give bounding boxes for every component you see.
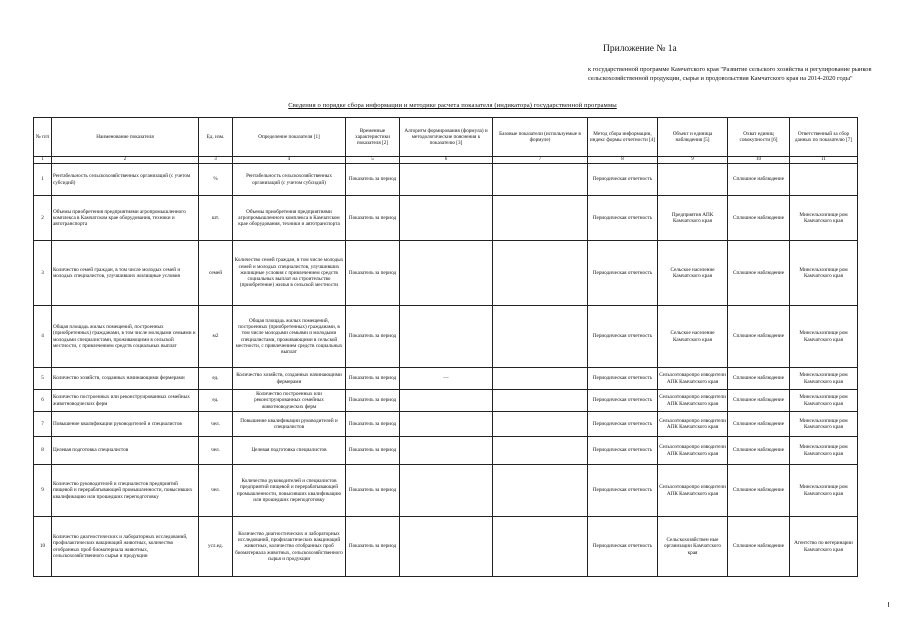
row-number-cell: 4 [34,306,52,368]
coverage-cell: Сплошное наблюдение [728,241,790,306]
indicator-name-cell: Общая площадь жилых помещений, построенных (приобретенных) гражданами, в том числе молодыми семьями и молодыми специалистами, проживающими в сельской местности, с привлечением средств социальных выплат [52,306,199,368]
time-characteristics-cell: Показатель за период [346,241,400,306]
column-header-algorithm: Алгоритм формирования (формула) и методологические пояснения к показателю [3] [400,118,493,157]
responsible-cell [790,164,858,196]
document-title: Сведения о порядке сбора информации и методике расчета показателя (индикатора) государственной программы [288,102,617,109]
definition-cell: Количество диагностических и лабораторных исследований, профилактических вакцинаций животных, количество отобранных проб биоматериала животных, сельскохозяйственного сырья и продукции [233,517,346,577]
column-number: 11 [790,157,858,164]
collection-method-cell: Периодическая отчетность [588,465,658,517]
unit-cell: ед. [199,390,233,412]
unit-cell: чел. [199,437,233,465]
unit-cell: м2 [199,306,233,368]
indicators-table [33,117,858,577]
program-reference: к государственной программе Камчатского края "Развитие сельского хозяйства и регулирование рынков сельскохозяйственной продукции, сырья и продовольствия Камчатского края на 2014-2020 годы" [588,66,872,82]
table-row [34,164,858,196]
responsible-cell: Минсельхозпище ром Камчатского края [790,196,858,241]
algorithm-cell [400,306,493,368]
collection-method-cell: Периодическая отчетность [588,241,658,306]
collection-method-cell: Периодическая отчетность [588,517,658,577]
collection-method-cell: Периодическая отчетность [588,437,658,465]
row-number-cell: 2 [34,196,52,241]
column-header-base: Базовые показатели (используемые в формуле) [493,118,588,157]
unit-cell: ед. [199,368,233,390]
observation-object-cell: Сельхозтоваропро изводители АПК Камчатского края [658,368,728,390]
column-number: 5 [346,157,400,164]
row-number-cell: 6 [34,390,52,412]
column-header-name: Наименование показателя [52,118,199,157]
definition-cell: Целевая подготовка специалистов [233,437,346,465]
responsible-cell: Минсельхозпище ром Камчатского края [790,437,858,465]
column-number: 10 [728,157,790,164]
column-number: 9 [658,157,728,164]
observation-object-cell: Сельхозтоваропро изводители АПК Камчатского края [658,412,728,437]
definition-cell: Повышение квалификации руководителей и специалистов [233,412,346,437]
coverage-cell: Сплошное наблюдение [728,390,790,412]
algorithm-cell [400,241,493,306]
coverage-cell: Сплошное наблюдение [728,306,790,368]
indicator-name-cell: Количество хозяйств, созданных начинающими фермерами [52,368,199,390]
responsible-cell: Минсельхозпище ром Камчатского края [790,412,858,437]
algorithm-cell [400,412,493,437]
time-characteristics-cell: Показатель за период [346,390,400,412]
unit-cell: чел. [199,465,233,517]
algorithm-cell [400,164,493,196]
responsible-cell: Минсельхозпище ром Камчатского края [790,306,858,368]
column-header-object: Объект и единица наблюдения [5] [658,118,728,157]
row-number-cell: 5 [34,368,52,390]
time-characteristics-cell: Показатель за период [346,517,400,577]
indicator-name-cell: Количество руководителей и специалистов предприятий пищевой и перерабатывающей промышленности, повысивших квалификацию или прошедших переподготовку [52,465,199,517]
base-indicators-cell [493,412,588,437]
table-row [34,517,858,577]
base-indicators-cell [493,465,588,517]
row-number-cell: 8 [34,437,52,465]
collection-method-cell: Периодическая отчетность [588,164,658,196]
definition-cell: Объемы приобретения предприятиями агропромышленного комплекса в Камчатском крае оборудования, техники и автотранспорта [233,196,346,241]
definition-cell: Количество семей граждан, в том числе молодых семей и молодых специалистов, улучшивших жилищные условия с привлечением средств социальных выплат на строительство (приобретение) жилья в сельской местности [233,241,346,306]
column-number: 8 [588,157,658,164]
coverage-cell: Сплошное наблюдение [728,368,790,390]
observation-object-cell [658,164,728,196]
collection-method-cell: Периодическая отчетность [588,306,658,368]
table-row [34,390,858,412]
indicator-name-cell: Количество построенных или реконструированных семейных животноводческих ферм [52,390,199,412]
collection-method-cell: Периодическая отчетность [588,196,658,241]
algorithm-cell [400,437,493,465]
table-body [34,164,858,577]
time-characteristics-cell: Показатель за период [346,306,400,368]
coverage-cell: Сплошное наблюдение [728,517,790,577]
row-number-cell: 3 [34,241,52,306]
coverage-cell: Сплошное наблюдение [728,437,790,465]
definition-cell: Рентабельность сельскохозяйственных организаций (с учетом субсидий) [233,164,346,196]
column-header-coverage: Охват единиц совокупности [6] [728,118,790,157]
column-number: 6 [400,157,493,164]
column-number: 1 [34,157,52,164]
table-row [34,465,858,517]
definition-cell: Количество руководителей и специалистов предприятий пищевой и перерабатывающей промышленности, повысивших квалификацию или прошедших переподготовку [233,465,346,517]
algorithm-cell [400,196,493,241]
time-characteristics-cell: Показатель за период [346,368,400,390]
base-indicators-cell [493,241,588,306]
collection-method-cell: Периодическая отчетность [588,368,658,390]
column-header-unit: Ед. изм. [199,118,233,157]
observation-object-cell: Сельхозтоваропро изводители АПК Камчатского края [658,437,728,465]
collection-method-cell: Периодическая отчетность [588,412,658,437]
algorithm-cell [400,465,493,517]
header [588,44,888,83]
coverage-cell: Сплошное наблюдение [728,196,790,241]
column-header-responsible: Ответственный за сбор данных по показателю [7] [790,118,858,157]
table-row [34,437,858,465]
observation-object-cell: Предприятия АПК Камчатского края [658,196,728,241]
responsible-cell: Минсельхозпище ром Камчатского края [790,241,858,306]
base-indicators-cell [493,368,588,390]
indicator-name-cell: Повышение квалификации руководителей и специалистов [52,412,199,437]
time-characteristics-cell: Показатель за период [346,437,400,465]
column-number: 2 [52,157,199,164]
base-indicators-cell [493,390,588,412]
indicator-name-cell: Объемы приобретения предприятиями агропромышленного комплекса в Камчатском крае оборудования, техники и автотранспорта [52,196,199,241]
time-characteristics-cell: Показатель за период [346,465,400,517]
table-row [34,368,858,390]
algorithm-cell [400,390,493,412]
appendix-label: Приложение № 1а [603,44,677,54]
table-row [34,241,858,306]
observation-object-cell: Сельхозтоваропро изводители АПК Камчатского края [658,390,728,412]
indicator-name-cell: Рентабельность сельскохозяйственных организаций (с учетом субсидий) [52,164,199,196]
algorithm-cell [400,517,493,577]
column-number-row [34,157,858,164]
indicator-name-cell: Количество семей граждан, в том числе молодых семей и молодых специалистов, улучшивших жилищные условия [52,241,199,306]
definition-cell: Общая площадь жилых помещений, построенных (приобретенных) гражданами, в том числе молодыми семьями и молодыми специалистами, проживающими в сельской местности, с привлечением средств социальных выплат [233,306,346,368]
base-indicators-cell [493,306,588,368]
row-number-cell: 9 [34,465,52,517]
table-row [34,306,858,368]
unit-cell: усл.ед. [199,517,233,577]
row-number-cell: 7 [34,412,52,437]
table-row [34,196,858,241]
coverage-cell: Сплошное наблюдение [728,465,790,517]
coverage-cell: Сплошное наблюдение [728,412,790,437]
base-indicators-cell [493,196,588,241]
responsible-cell: Минсельхозпище ром Камчатского края [790,368,858,390]
row-number-cell: 1 [34,164,52,196]
unit-cell: % [199,164,233,196]
definition-cell: Количество построенных или реконструированных семейных животноводческих ферм [233,390,346,412]
responsible-cell: Минсельхозпище ром Камчатского края [790,465,858,517]
observation-object-cell: Сельское население Камчатского края [658,306,728,368]
column-number: 4 [233,157,346,164]
column-header-time: Временные характеристики показателя [2] [346,118,400,157]
observation-object-cell: Сельское население Камчатского края [658,241,728,306]
column-header-method: Метод сбора информации, индекс формы отчетности [4] [588,118,658,157]
unit-cell: чел. [199,412,233,437]
coverage-cell: Сплошное наблюдение [728,164,790,196]
definition-cell: Количество хозяйств, созданных начинающими фермерами [233,368,346,390]
time-characteristics-cell: Показатель за период [346,164,400,196]
observation-object-cell: Сельхозтоваропро изводители АПК Камчатского края [658,465,728,517]
base-indicators-cell [493,437,588,465]
collection-method-cell: Периодическая отчетность [588,390,658,412]
responsible-cell: Агентство по ветеринарии Камчатского края [790,517,858,577]
algorithm-cell: — [400,368,493,390]
row-number-cell: 10 [34,517,52,577]
base-indicators-cell [493,517,588,577]
base-indicators-cell [493,164,588,196]
indicator-name-cell: Количество диагностических и лабораторных исследований, профилактических вакцинаций животных, количество отобранных проб биоматериала животных, сельскохозяйственного сырья и продукции [52,517,199,577]
unit-cell: семей [199,241,233,306]
column-number: 7 [493,157,588,164]
table-header-row [34,118,858,157]
responsible-cell: Минсельхозпище ром Камчатского края [790,390,858,412]
column-number: 3 [199,157,233,164]
page-edge-mark [888,602,889,607]
column-header-definition: Определение показателя [1] [233,118,346,157]
time-characteristics-cell: Показатель за период [346,412,400,437]
column-header-number: № п/п [34,118,52,157]
indicator-name-cell: Целевая подготовка специалистов [52,437,199,465]
unit-cell: шт. [199,196,233,241]
observation-object-cell: Сельскохозяйствен ные организации Камчатского края [658,517,728,577]
time-characteristics-cell: Показатель за период [346,196,400,241]
table-row [34,412,858,437]
